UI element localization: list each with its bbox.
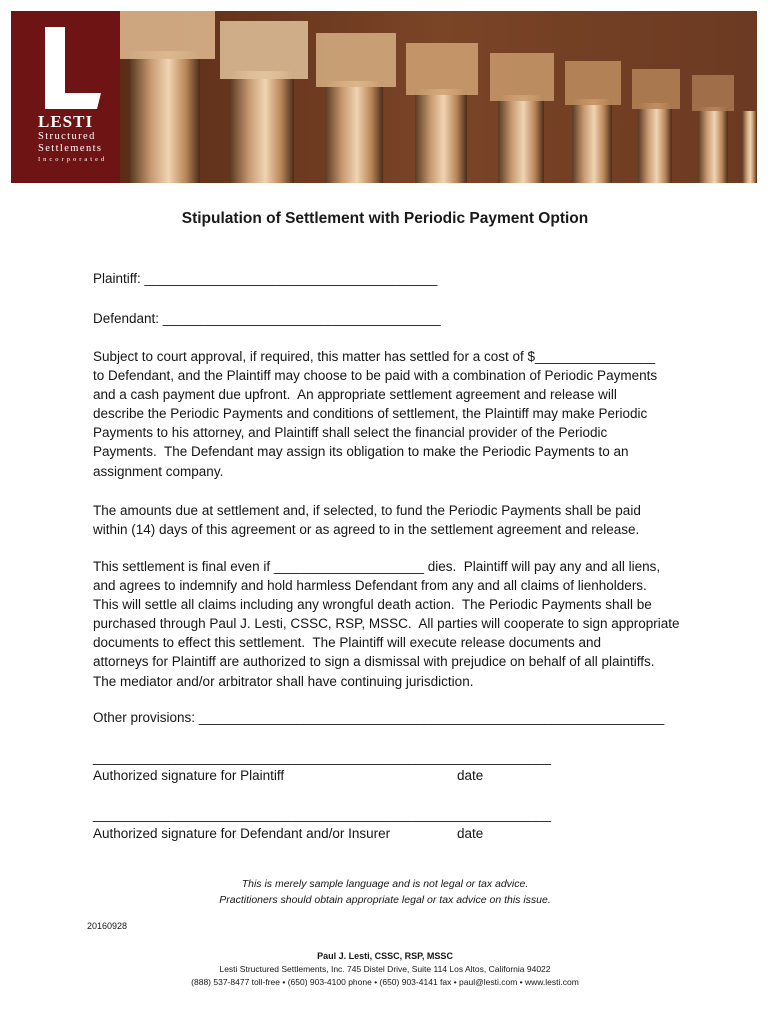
payment-timing-paragraph [93, 501, 693, 539]
plaintiff-date-label: date [457, 768, 484, 783]
paragraph-line: Payments to his attorney, and Plaintiff shall select the financial provider of the Periodic [93, 425, 608, 441]
paragraph-line: to Defendant, and the Plaintiff may choose to be paid with a combination of Periodic Payments [93, 368, 658, 384]
paragraph-line: Subject to court approval, if required, this matter has settled for a cost of $________________ [93, 349, 656, 364]
disclaimer [0, 876, 770, 908]
company-logo [11, 11, 120, 183]
disclaimer-line: This is merely sample language and is not legal or tax advice. [241, 878, 529, 890]
contact-footer [0, 950, 770, 989]
other-provisions-field[interactable]: Other provisions: ______________________________________________________________ [93, 710, 665, 725]
columns-photo [120, 11, 757, 183]
defendant-signature-line[interactable]: _____________________________________________________________ [93, 807, 551, 822]
paragraph-line: This will settle all claims including any wrongful death action. The Periodic Payments shall be [93, 597, 652, 613]
footer-address: Lesti Structured Settlements, Inc. 745 Distel Drive, Suite 114 Los Altos, California 94022 [219, 964, 551, 974]
paragraph-line: describe the Periodic Payments and conditions of settlement, the Plaintiff may make Periodic [93, 406, 648, 422]
paragraph-line: assignment company. [93, 463, 224, 479]
logo-letter-l [39, 23, 107, 113]
settlement-paragraph [93, 347, 693, 481]
finality-paragraph [93, 557, 693, 691]
logo-name: LESTI [38, 112, 94, 131]
paragraph-line: and agrees to indemnify and hold harmless Defendant from any and all claims of lienholders. [93, 578, 647, 594]
document-number: 20160928 [87, 921, 128, 931]
paragraph-line: within (14) days of this agreement or as agreed to in the settlement agreement and release. [93, 522, 640, 538]
paragraph-line: documents to effect this settlement. The Plaintiff will execute release documents and [93, 635, 602, 651]
paragraph-line: Payments. The Defendant may assign its obligation to make the Periodic Payments to an [93, 444, 629, 460]
paragraph-line: attorneys for Plaintiff are authorized to sign a dismissal with prejudice on behalf of all plaintiffs. [93, 654, 655, 670]
plaintiff-signature-line[interactable]: _____________________________________________________________ [93, 750, 551, 765]
disclaimer-line: Practitioners should obtain appropriate legal or tax advice on this issue. [219, 894, 551, 906]
plaintiff-signature-label: Authorized signature for Plaintiff [93, 768, 285, 783]
logo-wordmark [38, 113, 107, 164]
paragraph-line: This settlement is final even if ____________________ dies. Plaintiff will pay any and all liens, [93, 559, 661, 574]
defendant-signature-label: Authorized signature for Defendant and/or Insurer [93, 826, 391, 841]
logo-line-settlements: Settlements [38, 142, 103, 154]
plaintiff-field[interactable]: Plaintiff: _______________________________________ [93, 271, 438, 286]
paragraph-line: The mediator and/or arbitrator shall have continuing jurisdiction. [93, 673, 474, 689]
footer-contact: (888) 537-8477 toll-free • (650) 903-4100 phone • (650) 903-4141 fax • paul@lesti.com • www.lesti.com [191, 977, 579, 987]
document-title: Stipulation of Settlement with Periodic Payment Option [181, 210, 589, 227]
paragraph-line: and a cash payment due upfront. An appropriate settlement agreement and release will [93, 387, 617, 403]
defendant-date-label: date [457, 826, 484, 841]
paragraph-line: purchased through Paul J. Lesti, CSSC, RSP, MSSC. All parties will cooperate to sign appropriate [93, 616, 680, 632]
defendant-field[interactable]: Defendant: _____________________________________ [93, 311, 441, 326]
logo-line-incorporated: Incorporated [38, 156, 108, 163]
paragraph-line: The amounts due at settlement and, if selected, to fund the Periodic Payments shall be paid [93, 503, 641, 518]
letterhead-banner [11, 11, 757, 183]
footer-name: Paul J. Lesti, CSSC, RSP, MSSC [317, 951, 453, 961]
logo-line-structured: Structured [38, 131, 96, 142]
